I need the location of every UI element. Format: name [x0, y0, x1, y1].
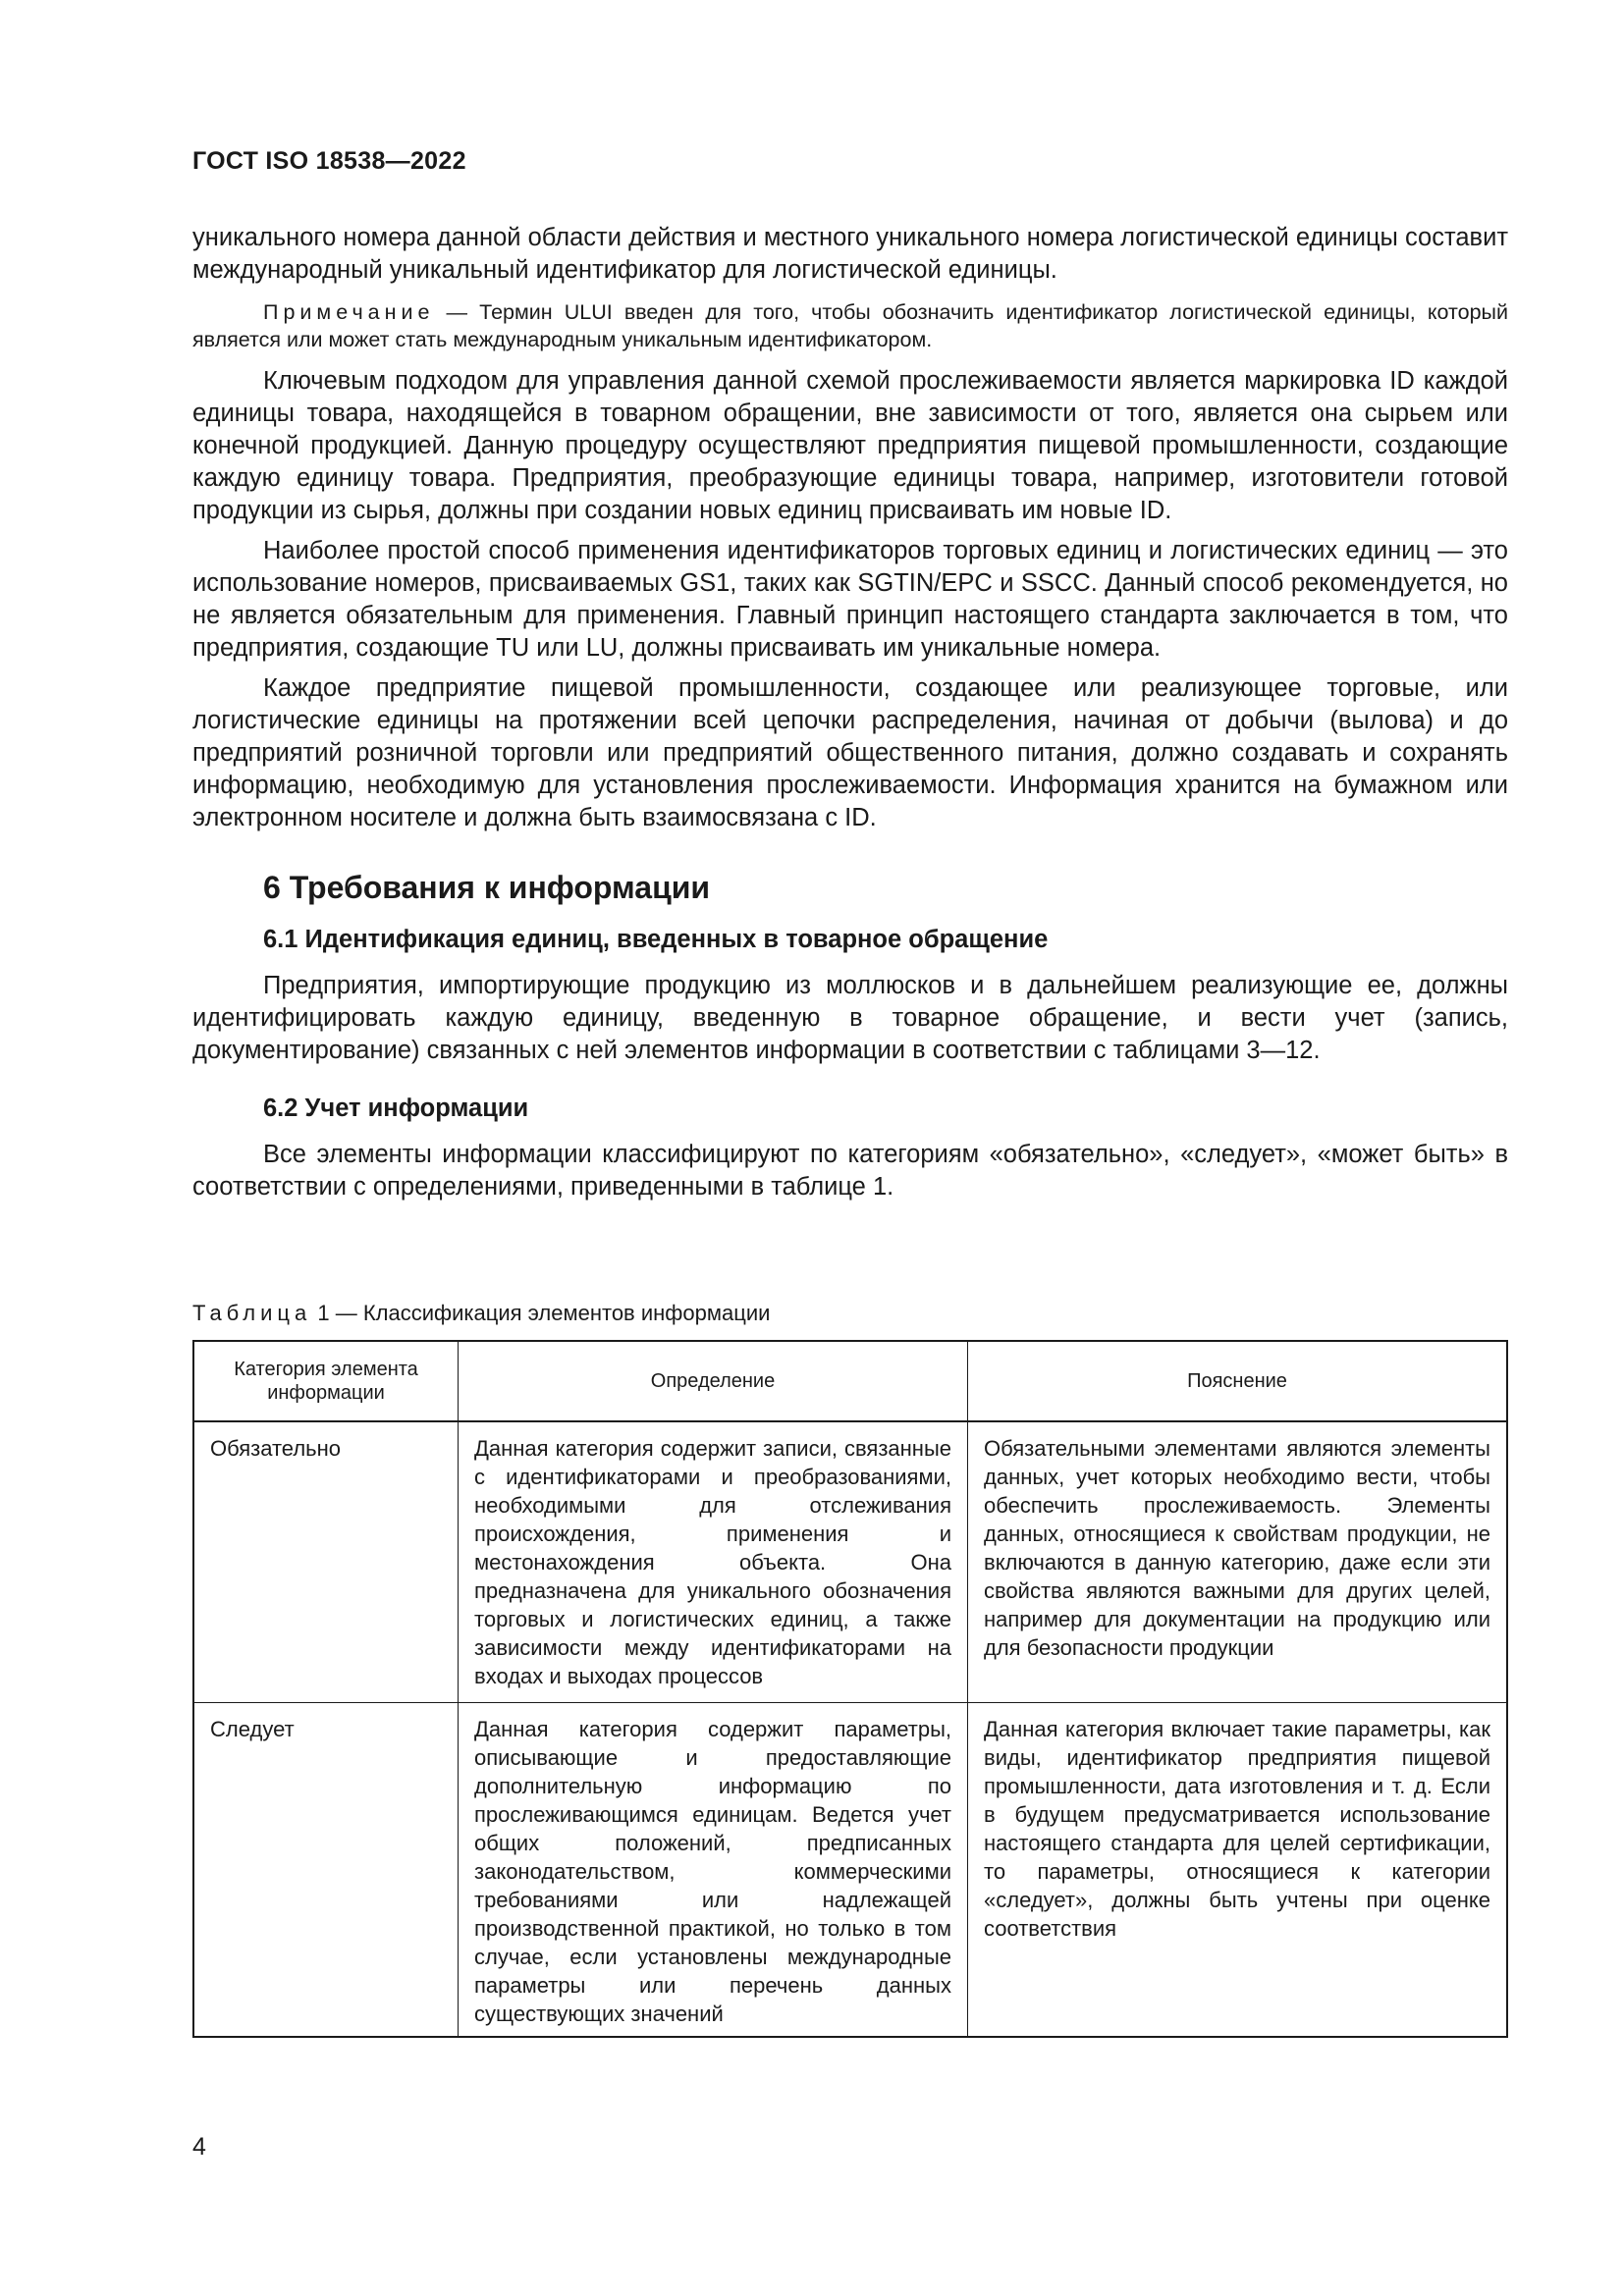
table-caption-text: 1 — Классификация элементов информации	[311, 1301, 771, 1325]
cell-definition: Данная категория содержит параметры, описывающие и предоставляющие дополнительную информацию по прослеживающимся единицам. Ведется учет общих положений, предписанных законодательством, коммерческими требованиями или надлежащей производственной практикой, но только в том случае, если установлены международные параметры или перечень данных существующих значений	[459, 1702, 968, 2037]
table-caption	[192, 1301, 770, 1326]
section-6-2-text: Все элементы информации классифицируют по категориям «обязательно», «следует», «может быть» в соответствии с определениями, приведенными в таблице 1.	[192, 1141, 1508, 1201]
cell-category: Следует	[193, 1702, 459, 2037]
classification-table	[192, 1340, 1508, 2038]
paragraph-3: Наиболее простой способ применения идентификаторов торговых единиц и логистических единиц — это использование номеров, присваиваемых GS1, таких как SGTIN/EPC и SSCC. Данный способ рекомендуется, но не является обязательным для применения. Главный принцип настоящего стандарта заключается в том, что предприятия, создающие TU или LU, должны присваивать им уникальные номера.	[192, 537, 1508, 662]
note	[192, 298, 1508, 353]
paragraph-1: уникального номера данной области действия и местного уникального номера логистической единицы составит международный уникальный идентификатор для логистической единицы.	[192, 224, 1508, 284]
paragraph-2: Ключевым подходом для управления данной схемой прослеживаемости является маркировка ID каждой единицы товара, находящейся в товарном обращении, вне зависимости от того, является она сырьем или конечной продукцией. Данную процедуру осуществляют предприятия пищевой промышленности, создающие каждую единицу товара. Предприятия, преобразующие единицы товара, например, изготовители готовой продукции из сырья, должны при создании новых единиц присваивать им новые ID.	[192, 367, 1508, 524]
table-row	[193, 1702, 1507, 2037]
document-header: ГОСТ ISO 18538—2022	[192, 147, 466, 175]
section-6-2-heading: 6.2 Учет информации	[263, 1095, 529, 1122]
table-row	[193, 1421, 1507, 1702]
section-6-heading: 6 Требования к информации	[263, 870, 711, 905]
cell-explanation: Данная категория включает такие параметры, как виды, идентификатор предприятия пищевой промышленности, дата изготовления и т. д. Если в будущем предусматривается использование настоящего стандарта для целей сертификации, то параметры, относящиеся к категории «следует», должны быть учтены при оценке соответствия	[968, 1702, 1508, 2037]
paragraph-4: Каждое предприятие пищевой промышленности, создающее или реализующее торговые, или логистические единицы на протяжении всей цепочки распределения, начиная от добычи (вылова) и до предприятий розничной торговли или предприятий общественного питания, должно создавать и сохранять информацию, необходимую для установления прослеживаемости. Информация хранится на бумажном или электронном носителе и должна быть взаимосвязана с ID.	[192, 674, 1508, 831]
note-label: Примечание	[263, 300, 435, 324]
table-caption-label: Таблица	[192, 1301, 312, 1325]
note-text: — Термин ULUI введен для того, чтобы обозначить идентификатор логистической единицы, который является или может стать международным уникальным идентификатором.	[192, 300, 1508, 351]
cell-category: Обязательно	[193, 1421, 459, 1702]
cell-explanation: Обязательными элементами являются элементы данных, учет которых необходимо вести, чтобы обеспечить прослеживаемость. Элементы данных, относящиеся к свойствам продукции, не включаются в данную категорию, даже если эти свойства являются важными для других целей, например для документации на продукцию или для безопасности продукции	[968, 1421, 1508, 1702]
section-6-1-text: Предприятия, импортирующие продукцию из моллюсков и в дальнейшем реализующие ее, должны идентифицировать каждую единицу, введенную в товарное обращение, и вести учет (запись, документирование) связанных с ней элементов информации в соответствии с таблицами 3—12.	[192, 972, 1508, 1064]
header-explanation: Пояснение	[968, 1341, 1508, 1421]
table-header-row	[193, 1341, 1507, 1421]
page-number: 4	[192, 2133, 206, 2161]
header-definition: Определение	[459, 1341, 968, 1421]
cell-definition: Данная категория содержит записи, связанные с идентификаторами и преобразованиями, необходимыми для отслеживания происхождения, применения и местонахождения объекта. Она предназначена для уникального обозначения торговых и логистических единиц, а также зависимости между идентификаторами на входах и выходах процессов	[459, 1421, 968, 1702]
main-text	[192, 222, 1508, 1203]
header-category: Категория элемента информации	[193, 1341, 459, 1421]
section-6-1-heading: 6.1 Идентификация единиц, введенных в товарное обращение	[263, 926, 1049, 953]
